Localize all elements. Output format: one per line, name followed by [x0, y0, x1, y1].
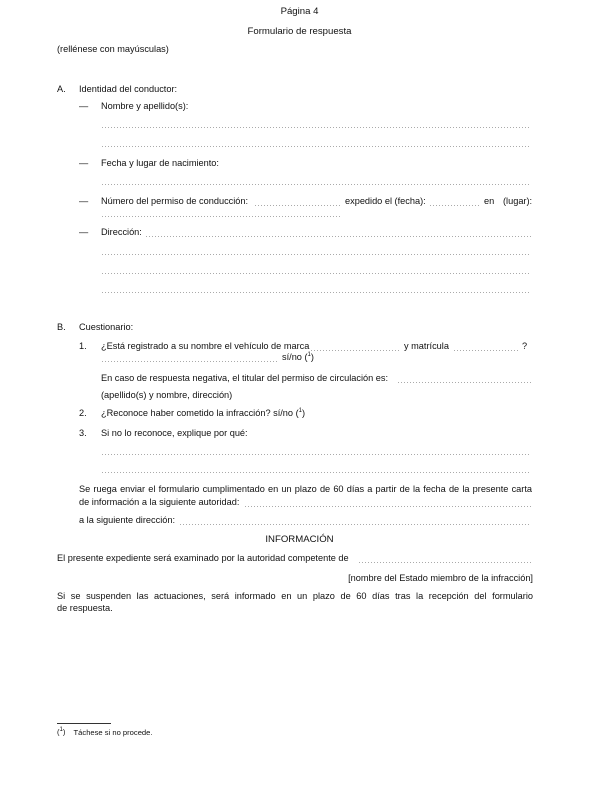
- question-2-number: 2.: [79, 408, 87, 418]
- section-a-letter: A.: [57, 84, 66, 94]
- yes-no-text: sí/no (: [282, 352, 308, 363]
- license-number-field[interactable]: [254, 205, 340, 206]
- footnote-ref: 1: [307, 352, 311, 358]
- suspension-line-2: de respuesta.: [57, 603, 113, 613]
- negative-answer-text: En caso de respuesta negativa, el titular del permiso de circulación es:: [101, 373, 389, 383]
- examined-text: El presente expediente será examinado por la autoridad competente de: [57, 553, 349, 563]
- holder-hint: (apellido(s) y nombre, dirección): [101, 390, 233, 400]
- reason-field-line-2[interactable]: [101, 472, 531, 473]
- address-label: Dirección:: [101, 227, 142, 237]
- address-field-line-4[interactable]: [101, 292, 531, 293]
- question-1-number: 1.: [79, 341, 87, 351]
- question-2-label: ¿Reconoce haber cometido la infracción? sí/no (: [101, 408, 299, 419]
- question-1-qmark: ?: [522, 341, 528, 351]
- authority-address-field[interactable]: [179, 524, 531, 525]
- footnote-text: Táchese si no procede.: [73, 727, 153, 737]
- name-label: Nombre y apellido(s):: [101, 101, 189, 111]
- question-2-text[interactable]: [101, 408, 305, 420]
- address-target-label: a la siguiente dirección:: [79, 515, 176, 525]
- plate-label: y matrícula: [404, 341, 449, 351]
- issued-date-field[interactable]: [429, 205, 479, 206]
- dash-marker: —: [79, 196, 89, 206]
- suspension-line-1: Si se suspenden las actuaciones, será informado en un plazo de 60 días tras la recepción del formulario: [57, 591, 533, 601]
- name-field-line-1[interactable]: [101, 127, 531, 128]
- license-number-label: Número del permiso de conducción:: [101, 196, 249, 206]
- birth-field-line[interactable]: [101, 184, 531, 185]
- footnote-open: (: [57, 727, 60, 737]
- state-hint: [nombre del Estado miembro de la infracción]: [348, 573, 533, 583]
- information-heading: INFORMACIÓN: [265, 534, 334, 545]
- address-field-line-2[interactable]: [101, 254, 531, 255]
- license-place-field[interactable]: [101, 216, 341, 217]
- reason-field-line-1[interactable]: [101, 454, 531, 455]
- fill-instruction: (rellénese con mayúsculas): [57, 44, 169, 54]
- footnote-separator: [57, 723, 111, 724]
- name-field-line-2[interactable]: [101, 146, 531, 147]
- form-title: Formulario de respuesta: [247, 26, 352, 37]
- section-b-title: Cuestionario:: [79, 322, 134, 332]
- footnote: [57, 727, 152, 737]
- authority-field[interactable]: [244, 506, 531, 507]
- issued-label: expedido el (fecha):: [345, 196, 426, 206]
- question-1-text: ¿Está registrado a su nombre el vehículo de marca: [101, 341, 310, 351]
- dash-marker: —: [79, 158, 89, 168]
- address-field-line-1[interactable]: [145, 236, 531, 237]
- question-3-number: 3.: [79, 428, 87, 438]
- competent-authority-field[interactable]: [358, 562, 531, 563]
- place-label: (lugar):: [503, 196, 533, 206]
- send-instruction-line-2: de información a la siguiente autoridad:: [79, 497, 240, 507]
- in-label: en: [484, 196, 495, 206]
- footnote-ref: 1: [298, 408, 302, 414]
- section-b-letter: B.: [57, 322, 66, 332]
- plate-number-field[interactable]: [453, 350, 518, 351]
- dash-marker: —: [79, 227, 89, 237]
- dash-marker: —: [79, 101, 89, 111]
- page-label: Página 4: [280, 6, 319, 17]
- question-1-yes-no[interactable]: [282, 352, 314, 364]
- send-instruction-line-1: Se ruega enviar el formulario cumplimentado en un plazo de 60 días a partir de la fecha de la presente carta: [79, 484, 532, 494]
- holder-field[interactable]: [397, 382, 531, 383]
- vehicle-make-field[interactable]: [310, 350, 401, 351]
- footnote-number: 1: [59, 727, 63, 733]
- footnote-close: ): [62, 727, 66, 737]
- vehicle-continuation-field[interactable]: [101, 361, 277, 362]
- paren-close: ): [310, 352, 314, 363]
- paren-close: ): [301, 408, 306, 419]
- birth-label: Fecha y lugar de nacimiento:: [101, 158, 219, 168]
- section-a-title: Identidad del conductor:: [79, 84, 178, 94]
- address-field-line-3[interactable]: [101, 273, 531, 274]
- question-3-text: Si no lo reconoce, explique por qué:: [101, 428, 248, 438]
